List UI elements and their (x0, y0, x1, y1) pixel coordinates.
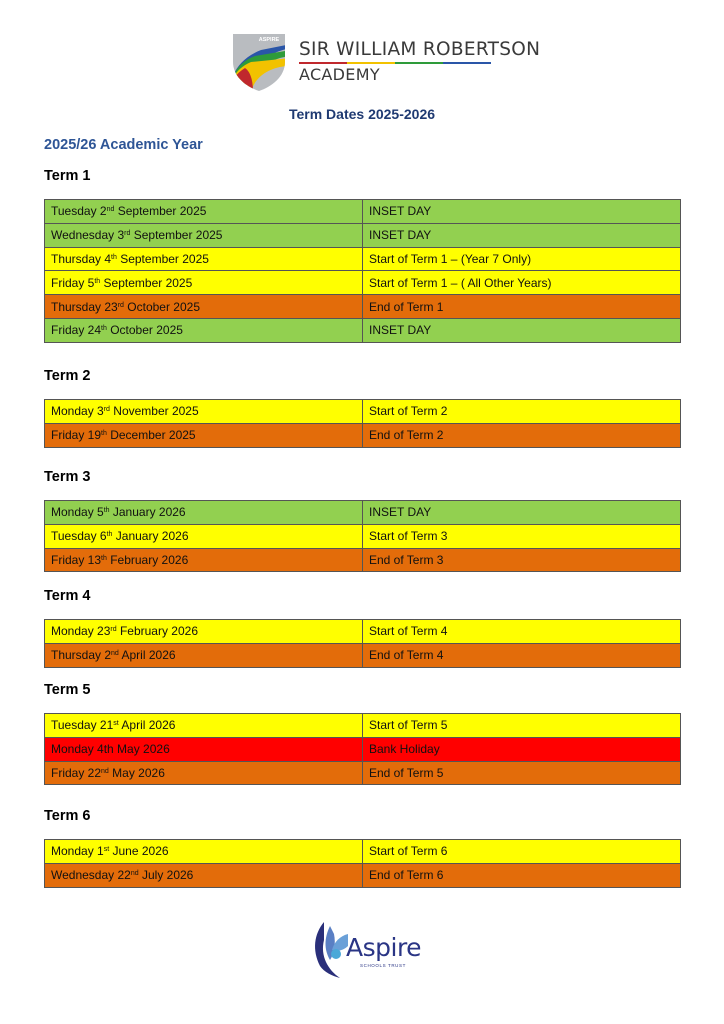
ordinal-suffix: rd (103, 406, 110, 414)
date-month-year: September 2025 (100, 275, 193, 290)
date-cell (45, 714, 363, 738)
term-date-row (45, 737, 681, 761)
date-day: Monday 4th May 2026 (51, 742, 170, 757)
date-cell (45, 643, 363, 667)
term-2-heading: Term 2 (44, 368, 91, 384)
school-name-line1: SIR WILLIAM ROBERTSON (299, 39, 541, 60)
date-day: Monday 5 (51, 505, 104, 520)
aspire-subtitle: SCHOOLS TRUST (360, 963, 406, 968)
event-cell: INSET DAY (363, 200, 681, 224)
term-date-row (45, 223, 681, 247)
date-cell (45, 863, 363, 887)
term-date-row (45, 761, 681, 785)
term-date-row (45, 400, 681, 424)
date-cell (45, 247, 363, 271)
date-cell (45, 840, 363, 864)
date-day: Tuesday 6 (51, 529, 107, 544)
date-day: Wednesday 22 (51, 868, 131, 883)
term-date-row (45, 247, 681, 271)
event-cell: Start of Term 3 (363, 524, 681, 548)
aspire-wordmark: Aspire (346, 933, 422, 962)
term-date-row (45, 295, 681, 319)
date-cell (45, 423, 363, 447)
ordinal-suffix: nd (111, 650, 119, 658)
date-day: Thursday 2 (51, 648, 112, 663)
date-month-year: February 2026 (106, 552, 189, 567)
date-month-year: September 2025 (116, 251, 209, 266)
date-day: Wednesday 3 (51, 228, 125, 243)
event-cell: End of Term 3 (363, 548, 681, 572)
date-month-year: September 2025 (130, 228, 223, 243)
date-day: Friday 13 (51, 552, 102, 567)
aspire-trust-logo (308, 918, 422, 982)
date-cell (45, 761, 363, 785)
date-month-year: November 2025 (109, 404, 199, 419)
date-day: Friday 5 (51, 275, 95, 290)
date-month-year: December 2025 (106, 428, 196, 443)
term-3-heading: Term 3 (44, 469, 91, 485)
date-day: Monday 3 (51, 404, 104, 419)
date-month-year: January 2026 (112, 529, 189, 544)
date-cell (45, 271, 363, 295)
date-month-year: October 2025 (123, 299, 200, 314)
date-month-year: January 2026 (109, 505, 186, 520)
document-title: Term Dates 2025-2026 (288, 106, 436, 122)
date-month-year: June 2026 (109, 844, 169, 859)
ordinal-suffix: th (101, 325, 107, 333)
ordinal-suffix: nd (106, 206, 115, 214)
date-cell (45, 295, 363, 319)
date-cell (45, 620, 363, 644)
date-cell (45, 548, 363, 572)
event-cell: INSET DAY (363, 501, 681, 525)
school-crest-icon (231, 32, 287, 92)
date-day: Thursday 23 (51, 299, 118, 314)
ordinal-suffix: rd (117, 301, 124, 309)
date-cell (45, 200, 363, 224)
event-cell: Start of Term 4 (363, 620, 681, 644)
event-cell: End of Term 5 (363, 761, 681, 785)
ordinal-suffix: rd (110, 626, 117, 634)
svg-text:ASPIRE: ASPIRE (258, 37, 280, 43)
date-month-year: May 2026 (108, 765, 165, 780)
date-month-year: September 2025 (114, 204, 207, 219)
term-date-row (45, 548, 681, 572)
date-day: Friday 24 (51, 323, 102, 338)
event-cell: End of Term 2 (363, 423, 681, 447)
school-logo (231, 32, 541, 94)
term-6-table (44, 839, 681, 888)
term-date-row (45, 840, 681, 864)
term-date-row (45, 271, 681, 295)
date-month-year: April 2026 (118, 718, 176, 733)
event-cell: End of Term 1 (363, 295, 681, 319)
academic-year-heading: 2025/26 Academic Year (44, 137, 203, 153)
ordinal-suffix: th (106, 531, 113, 539)
date-day: Thursday 4 (51, 251, 112, 266)
event-cell: Start of Term 1 – (Year 7 Only) (363, 247, 681, 271)
date-day: Tuesday 2 (51, 204, 107, 219)
date-month-year: July 2026 (138, 868, 194, 883)
ordinal-suffix: th (101, 554, 107, 562)
date-day: Monday 1 (51, 844, 104, 859)
event-cell: End of Term 6 (363, 863, 681, 887)
event-cell: Start of Term 2 (363, 400, 681, 424)
event-cell: INSET DAY (363, 223, 681, 247)
term-1-heading: Term 1 (44, 168, 91, 184)
event-cell: End of Term 4 (363, 643, 681, 667)
term-date-row (45, 200, 681, 224)
ordinal-suffix: nd (130, 870, 139, 878)
term-date-row (45, 620, 681, 644)
date-cell (45, 737, 363, 761)
event-cell: Start of Term 6 (363, 840, 681, 864)
term-date-row (45, 863, 681, 887)
ordinal-suffix: st (103, 846, 110, 854)
school-name-line2: ACADEMY (299, 65, 380, 84)
date-cell (45, 223, 363, 247)
date-day: Monday 23 (51, 624, 111, 639)
term-1-table (44, 199, 681, 343)
term-3-table (44, 500, 681, 572)
event-cell: Start of Term 1 – ( All Other Years) (363, 271, 681, 295)
term-date-row (45, 524, 681, 548)
date-day: Friday 19 (51, 428, 102, 443)
term-5-heading: Term 5 (44, 682, 91, 698)
event-cell: INSET DAY (363, 318, 681, 342)
logo-color-rule (299, 62, 491, 64)
ordinal-suffix: th (103, 507, 110, 515)
date-cell (45, 318, 363, 342)
ordinal-suffix: th (111, 253, 117, 261)
ordinal-suffix: st (113, 720, 119, 728)
term-date-row (45, 501, 681, 525)
ordinal-suffix: th (101, 430, 107, 438)
term-date-row (45, 714, 681, 738)
term-4-heading: Term 4 (44, 588, 91, 604)
ordinal-suffix: th (94, 277, 101, 285)
term-4-table (44, 619, 681, 668)
term-date-row (45, 643, 681, 667)
ordinal-suffix: rd (124, 230, 131, 238)
date-month-year: October 2025 (106, 323, 183, 338)
event-cell: Start of Term 5 (363, 714, 681, 738)
date-cell (45, 524, 363, 548)
term-date-row (45, 423, 681, 447)
date-cell (45, 501, 363, 525)
term-2-table (44, 399, 681, 448)
ordinal-suffix: nd (101, 767, 109, 775)
date-month-year: February 2026 (116, 624, 198, 639)
event-cell: Bank Holiday (363, 737, 681, 761)
term-date-row (45, 318, 681, 342)
date-month-year: April 2026 (118, 648, 176, 663)
term-6-heading: Term 6 (44, 808, 91, 824)
term-5-table (44, 713, 681, 785)
date-day: Tuesday 21 (51, 718, 114, 733)
date-cell (45, 400, 363, 424)
date-day: Friday 22 (51, 765, 102, 780)
